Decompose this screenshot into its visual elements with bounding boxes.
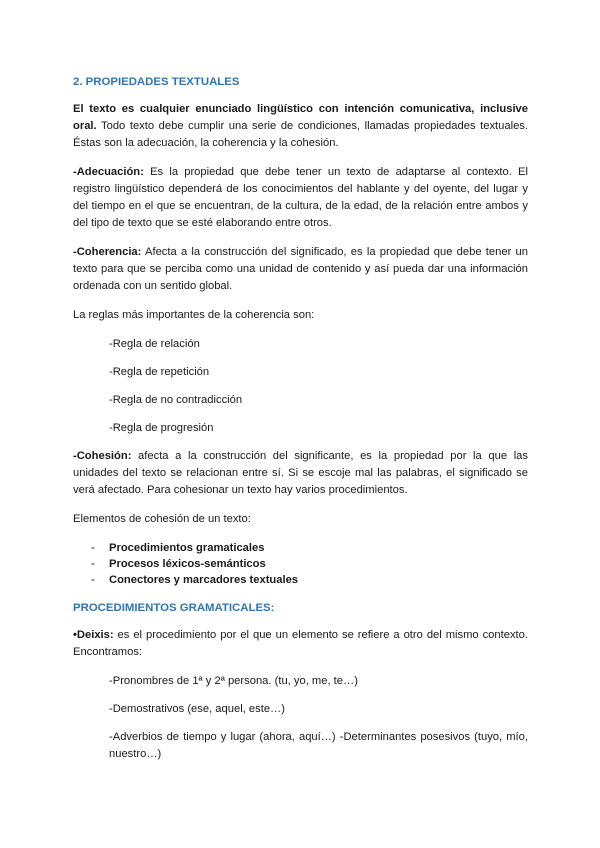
coherencia-paragraph bbox=[73, 244, 528, 295]
list-item-label: Procedimientos gramaticales bbox=[109, 542, 265, 554]
reglas-intro: La reglas más importantes de la coherencia son: bbox=[73, 309, 315, 321]
procedimientos-title: PROCEDIMIENTOS GRAMATICALES: bbox=[73, 602, 275, 614]
list-item-label: Procesos léxicos-semánticos bbox=[109, 558, 266, 570]
list-item: -Demostrativos (ese, aquel, este…) bbox=[109, 703, 285, 715]
dash-bullet: - bbox=[91, 574, 95, 586]
deixis-list bbox=[109, 673, 528, 763]
section-title: 2. PROPIEDADES TEXTUALES bbox=[73, 76, 240, 88]
cohesion-paragraph bbox=[73, 448, 528, 499]
list-item bbox=[73, 540, 528, 556]
adecuacion-paragraph bbox=[73, 164, 528, 232]
list-item: -Regla de repetición bbox=[109, 366, 210, 378]
elementos-list bbox=[73, 540, 528, 588]
list-item: -Regla de no contradicción bbox=[109, 394, 243, 406]
cohesion-term: -Cohesión: bbox=[73, 450, 132, 462]
adecuacion-term: -Adecuación: bbox=[73, 166, 144, 178]
elementos-intro: Elementos de cohesión de un texto: bbox=[73, 513, 251, 525]
list-item-label: Conectores y marcadores textuales bbox=[109, 574, 299, 586]
deixis-paragraph bbox=[73, 627, 528, 661]
list-item: -Adverbios de tiempo y lugar (ahora, aquí…) -Determinantes posesivos (tuyo, mío, nuestro…) bbox=[109, 731, 528, 760]
deixis-term: •Deixis: bbox=[73, 629, 114, 641]
list-item: -Regla de relación bbox=[109, 338, 200, 350]
dash-bullet: - bbox=[91, 542, 95, 554]
deixis-text: es el procedimiento por el que un elemento se refiere a otro del mismo contexto. Encontramos: bbox=[73, 629, 528, 658]
intro-bold: El texto es cualquier enunciado lingüístico con intención comunicativa, inclusive oral. bbox=[73, 103, 528, 132]
list-item bbox=[73, 556, 528, 572]
list-item: -Pronombres de 1ª y 2ª persona. (tu, yo, me, te…) bbox=[109, 675, 358, 687]
coherencia-text: Afecta a la construcción del significado, es la propiedad que debe tener un texto para que se perciba como una unidad de contenido y así pueda dar una información ordenada con un sentido global. bbox=[73, 246, 528, 292]
cohesion-text: afecta a la construcción del significante, es la propiedad por la que las unidades del texto se relacionan entre sí. Si se escoje mal las palabras, el significado se verá afectado. Para cohesionar un texto hay varios procedimientos. bbox=[73, 450, 528, 496]
coherencia-term: -Coherencia: bbox=[73, 246, 142, 258]
adecuacion-text: Es la propiedad que debe tener un texto de adaptarse al contexto. El registro lingüístico dependerá de los conocimientos del hablante y del oyente, del lugar y del tiempo en el que se encuentran, de la cultura, de la edad, de la relación entre ambos y del tipo de texto que se esté elaborando entre otros. bbox=[73, 166, 528, 229]
reglas-list bbox=[109, 336, 528, 437]
list-item bbox=[73, 572, 528, 588]
intro-paragraph bbox=[73, 101, 528, 152]
dash-bullet: - bbox=[91, 558, 95, 570]
intro-rest: Todo texto debe cumplir una serie de condiciones, llamadas propiedades textuales. Éstas son la adecuación, la coherencia y la cohesión. bbox=[73, 120, 528, 149]
list-item: -Regla de progresión bbox=[109, 422, 214, 434]
